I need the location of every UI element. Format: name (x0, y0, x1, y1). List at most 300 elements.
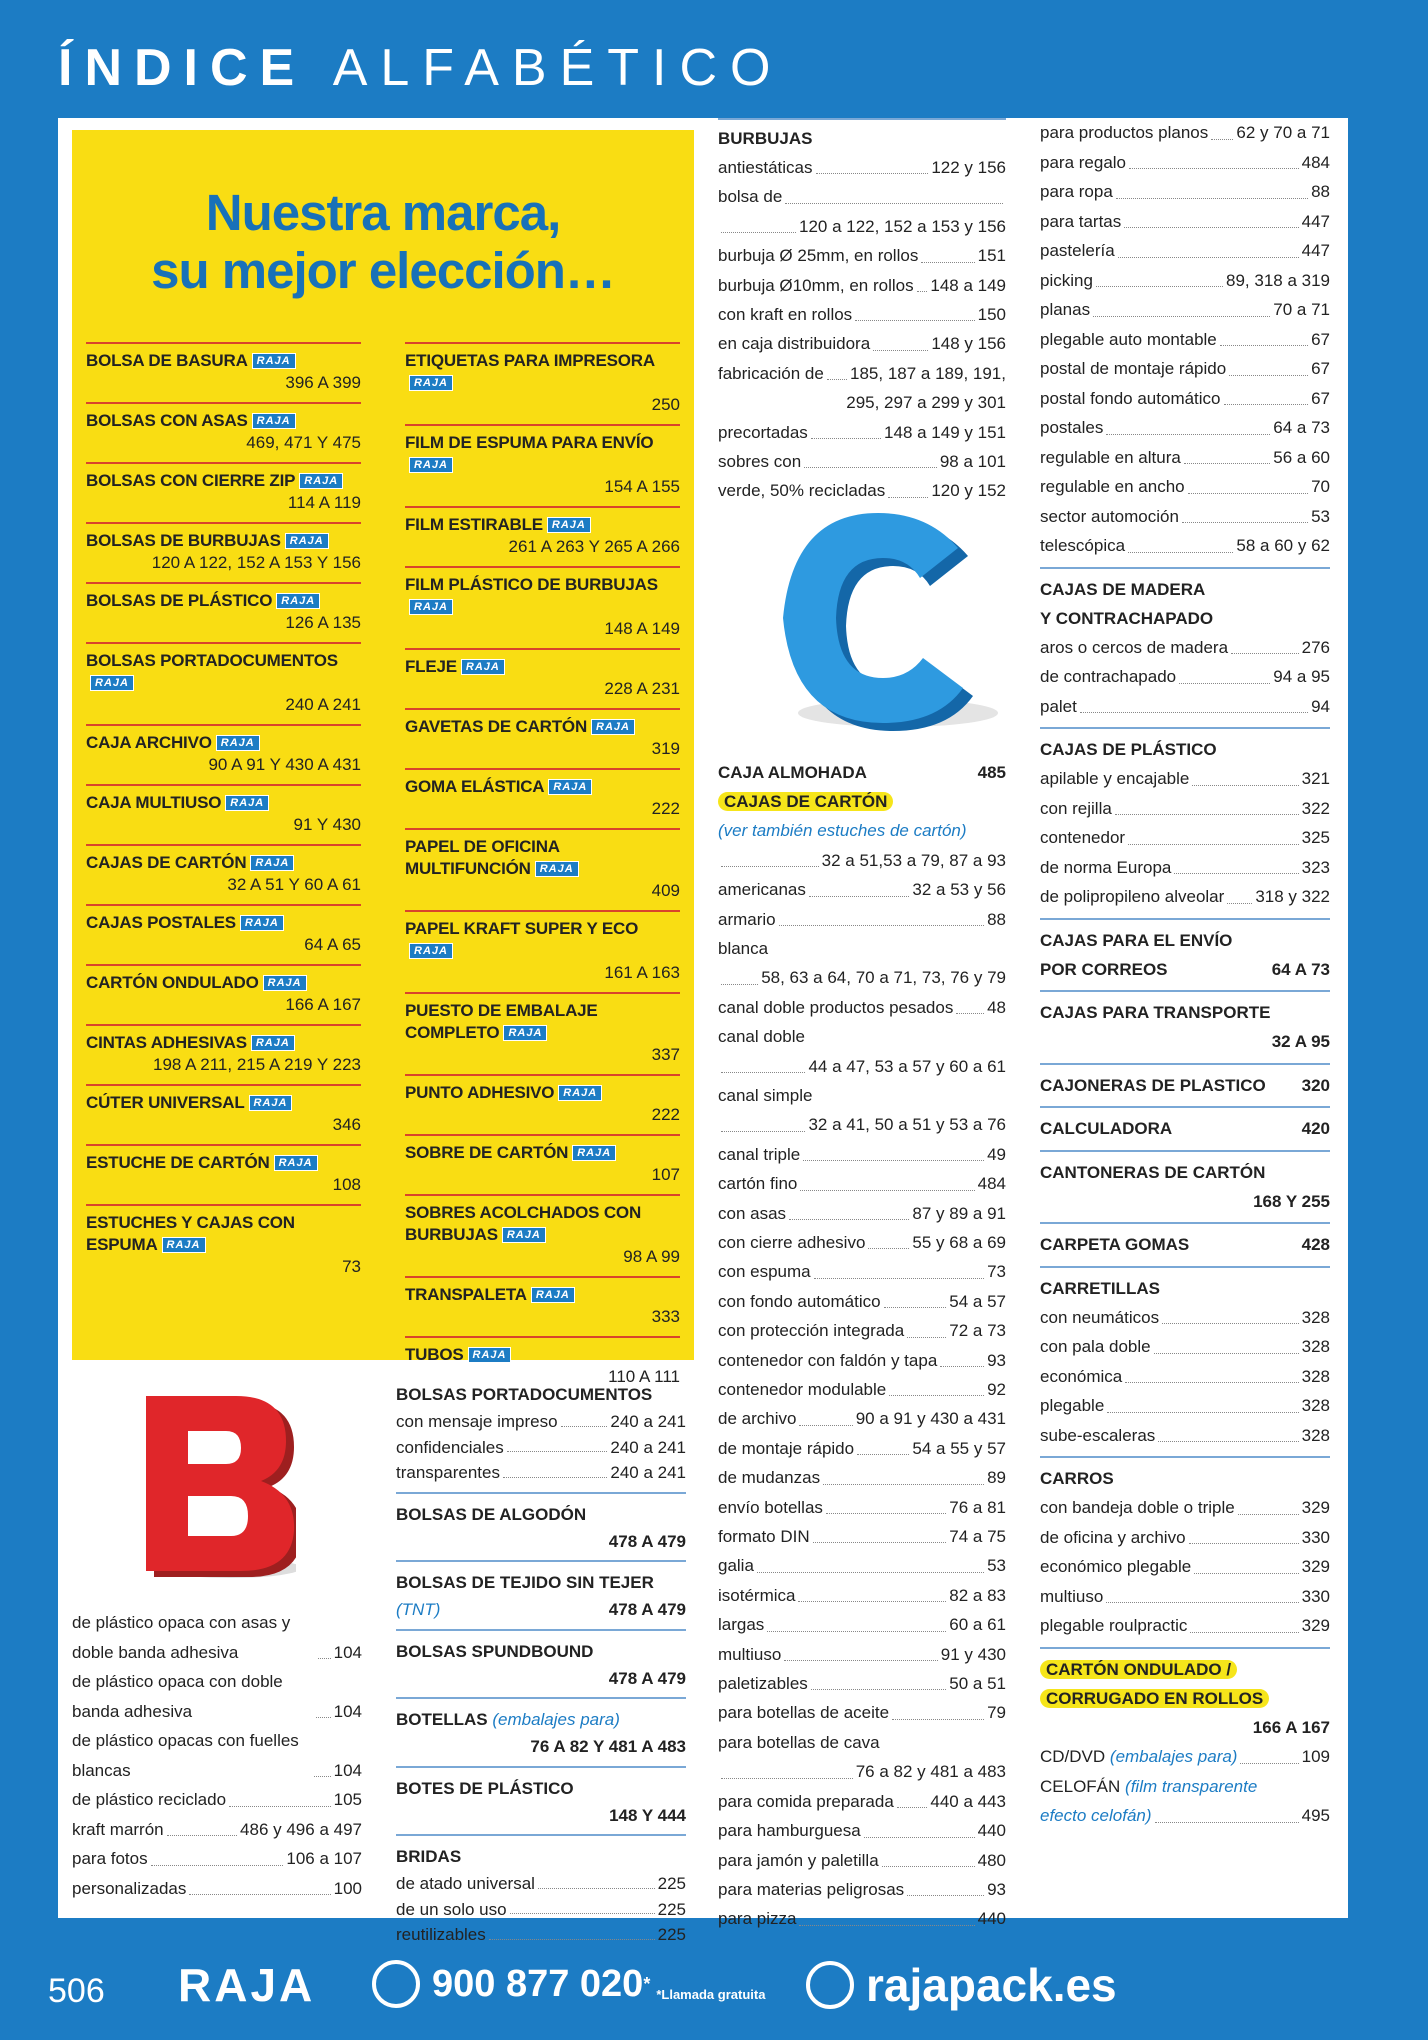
section-heading: CAJAS DE MADERA (1040, 579, 1206, 599)
brand-item-title-text: PUNTO ADHESIVO (405, 1083, 555, 1102)
list-item (1040, 1332, 1330, 1362)
list-item (1040, 1801, 1330, 1831)
section-botes (396, 1766, 686, 1829)
entry-label: postal fondo automático (1040, 388, 1221, 408)
entry-label: multiuso (1040, 1586, 1104, 1606)
entry-label: isotérmica (718, 1585, 796, 1605)
brand-item-pages: 91 Y 430 (293, 815, 361, 834)
list-item (1040, 118, 1330, 148)
section-heading: BOTES DE PLÁSTICO (396, 1778, 574, 1798)
entry-pages: 98 a 101 (939, 452, 1006, 472)
list-item (718, 1375, 1006, 1404)
list-item (718, 1551, 1006, 1580)
brand-list-item[interactable] (405, 342, 680, 424)
list-item (1040, 794, 1330, 824)
entry-pages: 87 y 89 a 91 (912, 1203, 1006, 1223)
entry-pages: 100 (333, 1878, 362, 1898)
phone-note: *Llamada gratuita (656, 1987, 766, 2002)
entry-pages: 120 a 122, 152 a 153 y 156 (798, 216, 1006, 236)
entry-pages: 225 (657, 1925, 686, 1944)
list-item (1040, 1552, 1330, 1582)
list-item (718, 153, 1006, 182)
section-heading: Y CONTRACHAPADO (1040, 608, 1214, 628)
list-item (1040, 882, 1330, 912)
list-item (718, 875, 1006, 904)
section-tnt (396, 1560, 686, 1623)
brand-item-title-text: FILM PLÁSTICO DE BURBUJAS (405, 575, 658, 594)
raja-badge-icon: RAJA (535, 861, 579, 877)
brand-list-item[interactable] (86, 1024, 361, 1084)
list-item (718, 359, 1006, 388)
list-item (1040, 531, 1330, 561)
list-item (396, 1435, 686, 1461)
raja-badge-icon: RAJA (502, 1227, 546, 1243)
entry-pages: 120 y 152 (931, 481, 1006, 501)
entry-pages: 72 a 73 (949, 1321, 1006, 1341)
raja-logo: RAJA (178, 1959, 316, 2011)
entry-pages: 148 y 156 (931, 334, 1006, 354)
entry-label: apilable y encajable (1040, 769, 1190, 788)
brand-list-item[interactable] (405, 506, 680, 566)
brand-list-item[interactable] (86, 1204, 361, 1286)
entry-pages: 90 a 91 y 430 a 431 (855, 1409, 1006, 1429)
list-item (718, 1816, 1006, 1845)
entry-label: contenedor modulable (718, 1380, 887, 1399)
brand-list-item[interactable] (86, 462, 361, 522)
brand-item-title-text: FILM ESTIRABLE (405, 515, 543, 534)
brand-item-title (405, 1082, 680, 1104)
brand-list-item[interactable] (405, 566, 680, 648)
entry-label: sobres con (718, 452, 802, 472)
entry-pages: 330 (1301, 1586, 1330, 1606)
brand-item-pages: 154 A 155 (604, 477, 680, 496)
brand-list-item[interactable] (86, 964, 361, 1024)
brand-item-pages: 333 (651, 1307, 680, 1326)
brand-item-title (86, 650, 361, 694)
page-header (58, 38, 783, 98)
list-item (1040, 443, 1330, 473)
column-b-entries (72, 1608, 362, 1903)
raja-badge-icon: RAJA (249, 1095, 293, 1111)
brand-list-item[interactable] (86, 904, 361, 964)
list-item (718, 1669, 1006, 1698)
index-page (58, 118, 1348, 1944)
brand-item-title (86, 1212, 361, 1256)
entry-label: CELOFÁN (1040, 1776, 1121, 1796)
website-url: rajapack.es (866, 1959, 1117, 2011)
brand-list-item[interactable] (86, 1144, 361, 1204)
list-item (718, 846, 1006, 875)
entry-pages: 54 a 55 y 57 (912, 1438, 1006, 1458)
entry-pages: 323 (1301, 857, 1330, 877)
brand-item-title-text: BOLSAS CON CIERRE ZIP (86, 471, 296, 490)
brand-item-title-text: TRANSPALETA (405, 1285, 527, 1304)
slogan-line2: su mejor elección… (151, 242, 615, 299)
portadoc-list (396, 1409, 686, 1486)
entry-pages: 56 a 60 (1273, 447, 1330, 467)
brand-list-item[interactable] (405, 424, 680, 506)
entry-label: con espuma (718, 1262, 811, 1282)
brand-item-title-text: GAVETAS DE CARTÓN (405, 717, 588, 736)
section-heading: BOLSAS DE TEJIDO SIN TEJER (396, 1573, 654, 1592)
entry-label: de polipropileno alveolar (1040, 887, 1225, 906)
cajas-carton-continued (1040, 118, 1330, 561)
brand-item-title (86, 732, 361, 754)
entry-pages: 495 (1301, 1806, 1330, 1825)
brand-list-item[interactable] (86, 784, 361, 844)
entry-pages: 276 (1301, 637, 1330, 657)
section-pages: 64 A 73 (1271, 959, 1330, 979)
entry-label: para pizza (718, 1909, 797, 1929)
brand-list-item[interactable] (405, 708, 680, 768)
brand-list-item[interactable] (405, 828, 680, 910)
section-carros (1040, 1456, 1330, 1641)
raja-badge-icon: RAJA (572, 1145, 616, 1161)
list-item (718, 1316, 1006, 1345)
list-item (1040, 1582, 1330, 1612)
list-item (1040, 823, 1330, 853)
mouse-icon (806, 1961, 854, 2009)
section-pages: 32 A 95 (1271, 1032, 1330, 1051)
entry-label: burbuja Ø10mm, en rollos (718, 275, 914, 295)
section-pages: 148 Y 444 (609, 1805, 686, 1825)
brand-list-item[interactable] (86, 582, 361, 642)
entry-label: kraft marrón (72, 1819, 164, 1839)
brand-item-title-text: CÚTER UNIVERSAL (86, 1093, 245, 1112)
list-item (1040, 1493, 1330, 1523)
list-item (1040, 853, 1330, 883)
brand-item-title (405, 836, 680, 880)
carretillas-list (1040, 1303, 1330, 1451)
entry-pages: 225 (657, 1874, 686, 1893)
entry-pages: 328 (1301, 1396, 1330, 1415)
phone-icon (372, 1960, 420, 2008)
list-item (718, 388, 1006, 417)
section-heading: CAJAS PARA EL ENVÍO (1040, 930, 1233, 950)
section-pages: 485 (977, 762, 1006, 782)
list-item (718, 934, 1006, 963)
brand-item-title-text: FILM DE ESPUMA PARA ENVÍO (405, 433, 654, 452)
entry-label: blanca (718, 938, 769, 958)
brand-item-title-text: FLEJE (405, 657, 457, 676)
list-item (718, 1404, 1006, 1433)
entry-label: en caja distribuidora (718, 334, 871, 354)
list-item (1040, 1421, 1330, 1451)
brand-item-pages: 222 (651, 799, 680, 818)
entry-label: postal de montaje rápido (1040, 359, 1227, 378)
entry-pages: 440 (977, 1909, 1006, 1929)
brand-list-item[interactable] (405, 1276, 680, 1336)
brand-item-title (86, 1092, 361, 1114)
entry-label: largas (718, 1615, 765, 1635)
brand-item-title-text: TUBOS (405, 1345, 464, 1364)
section-note: (embalajes para) (492, 1710, 620, 1729)
brand-item-title (405, 574, 680, 618)
raja-badge-icon: RAJA (225, 795, 269, 811)
entry-pages: 321 (1301, 769, 1330, 788)
entry-label: para materias peligrosas (718, 1879, 905, 1899)
list-item (72, 1815, 362, 1845)
list-item (1040, 413, 1330, 443)
list-item (718, 1787, 1006, 1816)
brand-item-title (86, 590, 361, 612)
entry-label: americanas (718, 880, 806, 900)
entry-label: regulable en ancho (1040, 477, 1185, 496)
brand-list-item[interactable] (405, 768, 680, 828)
entry-label: para jamón y paletilla (718, 1850, 879, 1870)
header-bold: ÍNDICE (58, 39, 307, 97)
list-item (718, 1110, 1006, 1139)
section-plastico (1040, 727, 1330, 912)
brand-item-pages: 166 A 167 (285, 995, 361, 1014)
entry-pages: 92 (987, 1380, 1006, 1399)
list-item (718, 1698, 1006, 1727)
list-item (718, 476, 1006, 505)
entry-label: personalizadas (72, 1878, 187, 1898)
brand-item-pages: 98 A 99 (623, 1247, 680, 1266)
list-item (718, 1022, 1006, 1051)
entry-pages: 74 a 75 (949, 1527, 1006, 1547)
list-item (1040, 633, 1330, 663)
section-heading: BOLSAS DE ALGODÓN (396, 1504, 587, 1524)
brand-item-pages: 337 (651, 1045, 680, 1064)
brand-list-item[interactable] (405, 1134, 680, 1194)
entry-label: de plástico opaca con asas y doble banda adhesiva (72, 1613, 291, 1662)
entry-note: efecto celofán) (1040, 1806, 1152, 1825)
entry-label: para regalo (1040, 152, 1127, 172)
list-item (718, 1610, 1006, 1639)
brand-item-pages: 409 (651, 881, 680, 900)
raja-badge-icon: RAJA (468, 1347, 512, 1363)
entry-label: regulable en altura (1040, 447, 1181, 467)
raja-badge-icon: RAJA (216, 735, 260, 751)
entry-label: de archivo (718, 1409, 797, 1429)
brand-list-item[interactable] (405, 1194, 680, 1276)
phone-contact[interactable] (372, 1960, 765, 2008)
list-item (718, 271, 1006, 300)
raja-badge-icon: RAJA (252, 413, 296, 429)
entry-pages: 93 (987, 1879, 1006, 1899)
list-item (1040, 207, 1330, 237)
entry-label: canal doble productos pesados (718, 997, 954, 1017)
brand-list-item[interactable] (405, 992, 680, 1074)
list-item (718, 1287, 1006, 1316)
brand-list-item[interactable] (86, 522, 361, 582)
entry-label: con rejilla (1040, 798, 1112, 818)
entry-pages: 50 a 51 (949, 1674, 1006, 1694)
website-link[interactable] (806, 1958, 1117, 2012)
brand-item-title (86, 530, 361, 552)
list-item (718, 1463, 1006, 1492)
list-item (718, 1257, 1006, 1286)
entry-pages: 76 a 81 (949, 1497, 1006, 1517)
entry-pages: 88 (1311, 182, 1330, 201)
list-item (1040, 1303, 1330, 1333)
entry-pages: 89, 318 a 319 (1226, 270, 1330, 290)
entry-label: formato DIN (718, 1527, 810, 1547)
entry-label: pastelería (1040, 241, 1115, 260)
entry-pages: 94 (1311, 696, 1330, 716)
list-item (72, 1726, 362, 1785)
raja-badge-icon: RAJA (591, 719, 635, 735)
list-item (72, 1667, 362, 1726)
list-item (718, 1875, 1006, 1904)
section-pages: 420 (1301, 1119, 1330, 1138)
brand-item-pages: 346 (332, 1115, 361, 1134)
entry-pages: 440 a 443 (930, 1791, 1006, 1811)
entry-pages: 104 (333, 1701, 362, 1721)
entry-pages: 240 a 241 (610, 1463, 686, 1482)
entry-label: de un solo uso (396, 1899, 507, 1919)
raja-badge-icon: RAJA (548, 779, 592, 795)
entry-pages: 447 (1301, 211, 1330, 231)
entry-pages: 151 (977, 246, 1006, 266)
list-item (1040, 295, 1330, 325)
brand-item-title-text: GOMA ELÁSTICA (405, 777, 545, 796)
entry-label: sube-escaleras (1040, 1425, 1156, 1445)
brand-item-title (86, 972, 361, 994)
entry-pages: 328 (1301, 1366, 1330, 1386)
entry-label: para botellas de aceite (718, 1703, 890, 1723)
entry-pages: 64 a 73 (1273, 418, 1330, 437)
entry-label: picking (1040, 270, 1093, 290)
entry-pages: 148 a 149 (930, 275, 1006, 295)
raja-badge-icon: RAJA (90, 675, 134, 691)
list-item (718, 418, 1006, 447)
entry-label: con mensaje impreso (396, 1412, 558, 1431)
brand-item-pages: 126 A 135 (285, 613, 361, 632)
entry-pages: 105 (333, 1790, 362, 1809)
brand-list-item[interactable] (405, 1074, 680, 1134)
entry-pages: 330 (1301, 1527, 1330, 1547)
brand-item-title-text: CAJA MULTIUSO (86, 793, 222, 812)
section-pages: 478 A 479 (608, 1600, 686, 1619)
brand-item-title-text: ETIQUETAS PARA IMPRESORA (405, 351, 655, 370)
brand-list-item[interactable] (86, 342, 361, 402)
section-calculadora (1040, 1106, 1330, 1144)
entry-pages: 484 (1301, 152, 1330, 172)
entry-pages: 49 (987, 1144, 1006, 1164)
entry-label: canal doble (718, 1027, 805, 1047)
entry-pages: 67 (1311, 388, 1330, 408)
entry-pages: 122 y 156 (931, 158, 1006, 177)
burbujas-list (718, 153, 1006, 506)
brand-item-pages: 64 A 65 (304, 935, 361, 954)
list-item (718, 1346, 1006, 1375)
brand-item-pages: 240 A 241 (285, 695, 361, 714)
highlighted-heading: CAJAS DE CARTÓN (718, 792, 893, 811)
section-pages: 428 (1301, 1235, 1330, 1254)
footer (0, 1930, 1428, 2040)
section-heading: CAJA ALMOHADA (718, 762, 867, 782)
entry-pages: 88 (987, 909, 1006, 929)
slogan (72, 184, 694, 300)
entry-pages: 484 (977, 1174, 1006, 1194)
brand-list-item[interactable] (86, 724, 361, 784)
brand-item-title-text: CARTÓN ONDULADO (86, 973, 259, 992)
brand-item-title-text: BOLSAS PORTADOCUMENTOS (86, 651, 338, 670)
entry-pages: 48 (987, 997, 1006, 1017)
brand-item-title (405, 656, 680, 678)
highlighted-heading: CARTÓN ONDULADO / (1040, 1660, 1237, 1679)
brand-item-title-text: BOLSA DE BASURA (86, 351, 248, 370)
list-item (1040, 1362, 1330, 1392)
brand-item-title (86, 1152, 361, 1174)
entry-label: para botellas de cava (718, 1732, 880, 1752)
brand-list-item[interactable] (86, 402, 361, 462)
list-item (718, 993, 1006, 1022)
section-carretillas (1040, 1266, 1330, 1451)
section-heading: POR CORREOS (1040, 959, 1168, 979)
brand-item-title (405, 716, 680, 738)
entry-pages: 295, 297 a 299 y 301 (846, 393, 1006, 413)
entry-pages: 328 (1301, 1337, 1330, 1356)
entry-pages: 104 (333, 1642, 362, 1662)
list-item (718, 963, 1006, 992)
entry-label: aros o cercos de madera (1040, 637, 1229, 657)
brand-item-title-text: CAJAS DE CARTÓN (86, 853, 247, 872)
list-item (396, 1871, 686, 1897)
raja-badge-icon: RAJA (285, 533, 329, 549)
entry-pages: 32 a 51,53 a 79, 87 a 93 (821, 850, 1006, 870)
entry-label: de montaje rápido (718, 1438, 855, 1458)
column-c-cajas (718, 118, 1006, 1934)
list-item (72, 1785, 362, 1815)
entry-pages: 240 a 241 (610, 1437, 686, 1457)
section-cajoneras (1040, 1063, 1330, 1101)
entry-pages: 328 (1301, 1425, 1330, 1445)
brand-item-title (86, 350, 361, 372)
list-item (72, 1608, 362, 1667)
entry-label: multiuso (718, 1644, 782, 1664)
raja-badge-icon: RAJA (558, 1085, 602, 1101)
section-cantoneras (1040, 1150, 1330, 1217)
entry-pages: 486 y 496 a 497 (240, 1819, 362, 1839)
entry-pages: 55 y 68 a 69 (912, 1232, 1006, 1252)
entry-label: precortadas (718, 422, 808, 442)
section-heading (718, 787, 1006, 816)
brand-item-title-text: BOLSAS CON ASAS (86, 411, 248, 430)
brand-item-pages: 198 A 211, 215 A 219 Y 223 (153, 1055, 361, 1074)
entry-label: con pala doble (1040, 1337, 1151, 1356)
section-spundbound (396, 1629, 686, 1692)
raja-badge-icon: RAJA (252, 353, 296, 369)
plastico-list (1040, 764, 1330, 912)
list-item (718, 1228, 1006, 1257)
raja-badge-icon: RAJA (531, 1287, 575, 1303)
brand-list-item[interactable] (86, 844, 361, 904)
list-item (718, 241, 1006, 270)
list-item (1040, 266, 1330, 296)
list-item (718, 182, 1006, 211)
brand-list-item[interactable] (86, 1084, 361, 1144)
list-item (1040, 354, 1330, 384)
brand-list-item[interactable] (405, 648, 680, 708)
list-item (1040, 1611, 1330, 1641)
entry-pages: 328 (1301, 1307, 1330, 1327)
entry-pages: 70 (1311, 477, 1330, 496)
section-heading: CALCULADORA (1040, 1119, 1173, 1138)
entry-pages: 325 (1301, 828, 1330, 847)
brand-list-item[interactable] (86, 642, 361, 724)
brand-item-title (86, 792, 361, 814)
entry-pages: 73 (987, 1262, 1006, 1282)
brand-item-title (86, 1032, 361, 1054)
list-item (1040, 1742, 1330, 1772)
list-item (718, 1052, 1006, 1081)
raja-badge-icon: RAJA (409, 599, 453, 615)
brand-list-item[interactable] (405, 910, 680, 992)
